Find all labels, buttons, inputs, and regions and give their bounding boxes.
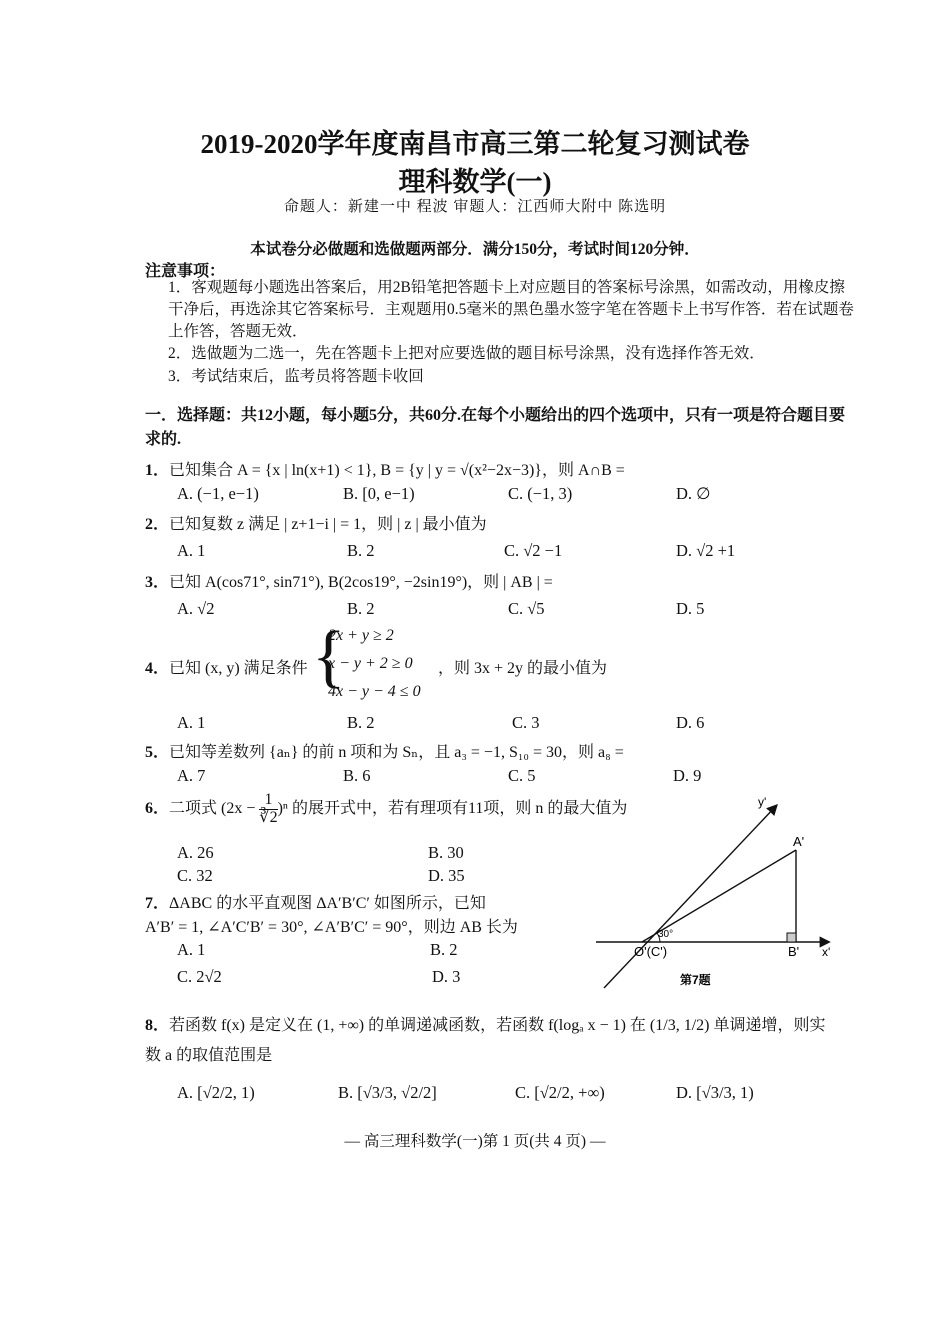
option-c: C. 2√2	[177, 967, 222, 986]
figure-caption: 第7题	[680, 973, 711, 987]
option-b: B. [0, e−1)	[343, 484, 415, 503]
option-d: D. 3	[432, 967, 461, 986]
option-c: C. 5	[508, 766, 536, 785]
fraction-denominator: ∛2	[259, 808, 278, 826]
condition-3: 4x − y − 4 ≤ 0	[328, 683, 421, 700]
option-c: C. √5	[508, 599, 545, 618]
option-a: A. (−1, e−1)	[177, 484, 259, 503]
question-5	[145, 739, 624, 762]
question-stem: ΔABC 的水平直观图 ΔA′B′C′ 如图所示，已知	[169, 895, 486, 912]
option-c: C. 32	[177, 866, 213, 885]
option-d: D. 6	[676, 713, 705, 732]
section-heading: 一．选择题：共12小题，每小题5分，共60分.在每个小题给出的四个选项中，只有一项是符合题目要求的.	[145, 407, 846, 448]
question-number: 3．	[145, 574, 170, 591]
point-a-label: A'	[793, 834, 805, 849]
option-d: D. [√3/3, 1)	[676, 1083, 754, 1102]
option-d: D. ∅	[676, 484, 711, 503]
exam-title: 2019-2020学年度南昌市高三第二轮复习测试卷	[200, 129, 750, 159]
option-b: B. 2	[347, 541, 375, 560]
notice-item-2: 2．选做题为二选一，先在答题卡上把对应要选做的题目标号涂黑，没有选择作答无效．	[168, 345, 765, 362]
system-brace: {	[312, 618, 346, 695]
option-d: D. 5	[676, 599, 705, 618]
fraction	[259, 792, 277, 827]
option-b: B. [√3/3, √2/2]	[338, 1083, 437, 1102]
option-d: D. 35	[428, 866, 465, 885]
option-a: A. 7	[177, 766, 206, 785]
question-stem-tail: )ⁿ 的展开式中，若有理项有11项，则 n 的最大值为	[277, 799, 628, 817]
option-c: C. [√2/2, +∞)	[515, 1083, 605, 1102]
option-c: C. (−1, 3)	[508, 484, 573, 503]
question-stem: 已知 (x, y) 满足条件	[169, 660, 308, 677]
question-7-line-2: A′B′ = 1, ∠A′C′B′ = 30°, ∠A′B′C′ = 90°，则边 AB 长为	[145, 919, 518, 936]
y-axis	[604, 806, 776, 988]
question-number: 8．	[145, 1017, 170, 1034]
option-b: B. 6	[343, 766, 371, 785]
option-a: A. 1	[177, 713, 206, 732]
option-c: C. 3	[512, 713, 540, 732]
condition-2: x − y + 2 ≥ 0	[328, 655, 413, 672]
option-a: A. [√2/2, 1)	[177, 1083, 255, 1102]
option-d: D. √2 +1	[676, 541, 736, 560]
y-axis-label: y'	[758, 795, 767, 809]
question-2	[145, 511, 487, 534]
option-a: A. 1	[177, 541, 206, 560]
question-stem: 二项式 (2x −	[169, 799, 256, 817]
question-number: 6．	[145, 799, 170, 817]
question-7	[145, 890, 486, 913]
point-b-label: B'	[788, 944, 800, 959]
condition-1: 2x + y ≥ 2	[328, 627, 394, 644]
option-d: D. 9	[673, 766, 702, 785]
question-number: 5．	[145, 744, 170, 761]
option-b: B. 2	[347, 599, 375, 618]
question-8	[145, 1012, 825, 1035]
origin-label: O'(C')	[634, 944, 668, 959]
notice-item-1: 1．客观题每小题选出答案后，用2B铅笔把答题卡上对应题目的答案标号涂黑，如需改动，用橡皮擦干净后，再选涂其它答案标号．主观题用0.5毫米的黑色墨水签字笔在答题卡上书写作答．若在试题卷上作答，答题无效．	[168, 279, 854, 340]
question-7-figure	[590, 790, 850, 990]
question-stem: 已知等差数列 {aₙ} 的前 n 项和为 Sₙ，且 a₃ = −1, S₁₀ = 30，则 a₈ =	[169, 744, 624, 761]
question-number: 1．	[145, 462, 170, 479]
question-1	[145, 457, 625, 480]
question-3	[145, 569, 553, 592]
question-number: 2．	[145, 516, 170, 533]
notice-heading: 注意事项：	[145, 263, 226, 280]
question-number: 4．	[145, 660, 170, 677]
question-stem-tail: ，则 3x + 2y 的最小值为	[438, 660, 608, 677]
question-8-line-2: 数 a 的取值范围是	[145, 1047, 273, 1064]
option-a: A. 26	[177, 843, 214, 862]
option-b: B. 30	[428, 843, 464, 862]
angle-label: 30°	[658, 929, 674, 940]
notice-item-3: 3．考试结束后，监考员将答题卡收回	[168, 368, 424, 385]
right-angle-mark	[787, 933, 796, 942]
question-stem: 已知 A(cos71°, sin71°), B(2cos19°, −2sin19°)，则 | AB | =	[169, 574, 553, 591]
exam-subtitle: 理科数学(一)	[398, 167, 552, 197]
page-footer: — 高三理科数学(一)第 1 页(共 4 页) —	[344, 1133, 606, 1150]
option-a: A. 1	[177, 940, 206, 959]
question-6	[145, 792, 627, 827]
option-c: C. √2 −1	[504, 541, 563, 560]
option-b: B. 2	[347, 713, 375, 732]
question-4	[145, 655, 308, 678]
option-a: A. √2	[177, 599, 215, 618]
option-b: B. 2	[430, 940, 458, 959]
question-stem: 已知集合 A = {x | ln(x+1) < 1}, B = {y | y = √(x²−2x−3)}，则 A∩B =	[169, 462, 625, 479]
exam-intro: 本试卷分必做题和选做题两部分．满分150分，考试时间120分钟．	[250, 241, 700, 258]
fraction-numerator: 1	[259, 792, 277, 810]
question-stem: 若函数 f(x) 是定义在 (1, +∞) 的单调递减函数，若函数 f(logₐ x − 1) 在 (1/3, 1/2) 单调递增，则实	[169, 1017, 826, 1034]
x-axis-label: x'	[822, 945, 831, 959]
question-stem: 已知复数 z 满足 | z+1−i | = 1，则 | z | 最小值为	[169, 516, 487, 533]
author-line: 命题人：新建一中 程波 审题人：江西师大附中 陈选明	[283, 199, 667, 215]
question-number: 7．	[145, 895, 170, 912]
